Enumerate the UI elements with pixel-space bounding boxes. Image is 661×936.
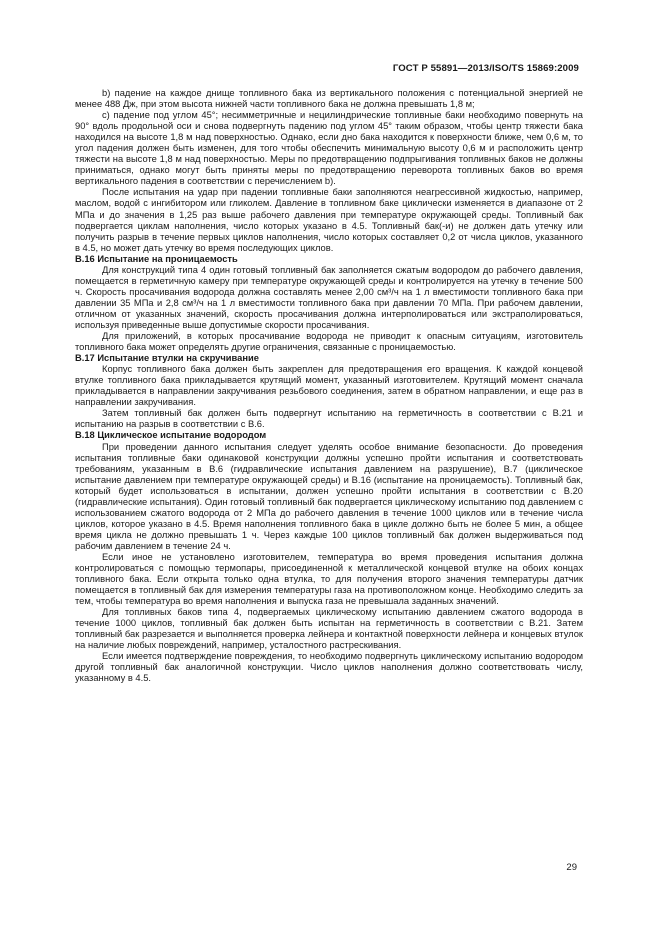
paragraph: Для топливных баков типа 4, подвергаемых циклическому испытанию давлением сжатого водорода в течение 1000 циклов, топливный бак должен быть испытан на герметичность в соответствии с В.21. Затем топливный бак разрезается и выполняется проверка лейнера и контактной поверхности лейнера и концевых втулок на наличие любых повреждений, например, усталостного растрескивания.: [75, 607, 583, 651]
document-header: ГОСТ Р 55891—2013/ISO/TS 15869:2009: [392, 63, 579, 74]
page-number: 29: [566, 862, 577, 873]
paragraph: b) падение на каждое днище топливного бака из вертикального положения с потенциальной энергией не менее 488 Дж, при этом высота нижней части топливного бака не должна превышать 1,8 м;: [75, 88, 583, 110]
section-heading: В.17 Испытание втулки на скручивание: [75, 353, 259, 364]
document-body: [75, 88, 583, 685]
paragraph: После испытания на удар при падении топливные баки заполняются неагрессивной жидкостью, например, маслом, водой с ингибитором или гликолем. Давление в топливном баке циклически изменяется в диапазоне от 2 МПа и до значения в 1,25 раз выше рабочего давления при температуре окружающей среды. Топливный бак подвергается циклам наполнения, число которых указано в 4.5. Топливный бак(-и) не должен дать утечку или получить разрыв в течение первых циклов наполнения, число которых составляет 0,2 от числа циклов, указанного в 4.5, но может дать утечку во время последующих циклов.: [75, 187, 583, 253]
paragraph: Если иное не установлено изготовителем, температура во время проведения испытания должна контролироваться с помощью термопары, присоединенной к металлической концевой втулке на обоих концах топливного бака. Если открыта только одна втулка, то для получения второго значения температуры датчик помещается в топливный бак для измерения температуры газа на противоположном конце. Необходимо следить за тем, чтобы температура во время наполнения и выпуска газа не превышала заданных значений.: [75, 551, 583, 607]
paragraph: Для приложений, в которых просачивание водорода не приводит к опасным ситуациям, изготовитель топливного бака может определять другие ограничения, связанные с проницаемостью.: [75, 331, 583, 353]
section-heading: В.18 Циклическое испытание водородом: [75, 430, 267, 441]
paragraph: c) падение под углом 45°; несимметричные и нецилиндрические топливные баки необходимо повернуть на 90° вдоль продольной оси и снова подвергнуть падению под углом 45° таким образом, чтобы центр тяжести бака находился на высоте 1,8 м над поверхностью. Однако, если дно бака находится к поверхности ближе, чем 0,6 м, то угол падения должен быть изменен, для того чтобы обеспечить минимальную высоту 0,6 м и расположить центр тяжести на высоте 1,8 м над поверхностью. Меры по предотвращению подпрыгивания топливных баков не должны приниматься, однако могут быть приняты меры по предотвращению переворота топливных баков во время вертикального падения в соответствии с перечислением b).: [75, 110, 583, 187]
paragraph: Корпус топливного бака должен быть закреплен для предотвращения его вращения. К каждой концевой втулке топливного бака прикладывается крутящий момент, указанный изготовителем. Крутящий момент сначала прикладывается в направлении закручивания резьбового соединения, затем в обратном направлении, и еще раз в направлении закручивания.: [75, 364, 583, 408]
paragraph: Затем топливный бак должен быть подвергнут испытанию на герметичность в соответствии с В.21 и испытанию на разрыв в соответствии с В.6.: [75, 408, 583, 430]
section-heading: В.16 Испытание на проницаемость: [75, 253, 238, 264]
paragraph: Для конструкций типа 4 один готовый топливный бак заполняется сжатым водородом до рабочего давления, помещается в герметичную камеру при температуре окружающей среды и контролируется на утечку в течение 500 ч. Скорость просачивания водорода должна составлять менее 2,00 см³/ч на 1 л вместимости топливного бака при давлении 35 МПа и 2,8 см³/ч на 1 л вместимости топливного бака при давлении 70 МПа. При рабочем давлении, отличном от указанных значений, скорость просачивания должна интерполироваться или экстраполироваться, используя приведенные выше допустимые скорости просачивания.: [75, 264, 583, 330]
paragraph: Если имеется подтверждение повреждения, то необходимо подвергнуть циклическому испытанию водородом другой топливный бак аналогичной конструкции. Число циклов наполнения должно соответствовать числу, указанному в 4.5.: [75, 651, 583, 684]
paragraph: При проведении данного испытания следует уделять особое внимание безопасности. До проведения испытания топливные баки одинаковой конструкции должны успешно пройти испытания и соответствовать требованиям, указанным в В.6 (гидравлические испытания давлением на разрушение), В.7 (циклическое испытание давлением при температуре окружающей среды) и В.16 (испытание на проницаемость). Топливный бак, который будет использоваться в испытании, должен успешно пройти испытания в соответствии с В.20 (гидравлические испытания). Один готовый топливный бак подвергается циклическому испытанию под давлением с использованием сжатого водорода от 2 МПа до рабочего давления в течение 1000 циклов или в течение числа циклов, которое указано в 4.5. Время наполнения топливного бака в цикле должно быть не более 5 мин, а общее время цикла не должно превышать 1 ч. Через каждые 100 циклов топливный бак должен выдерживаться под рабочим давлением в течение 24 ч.: [75, 441, 583, 551]
